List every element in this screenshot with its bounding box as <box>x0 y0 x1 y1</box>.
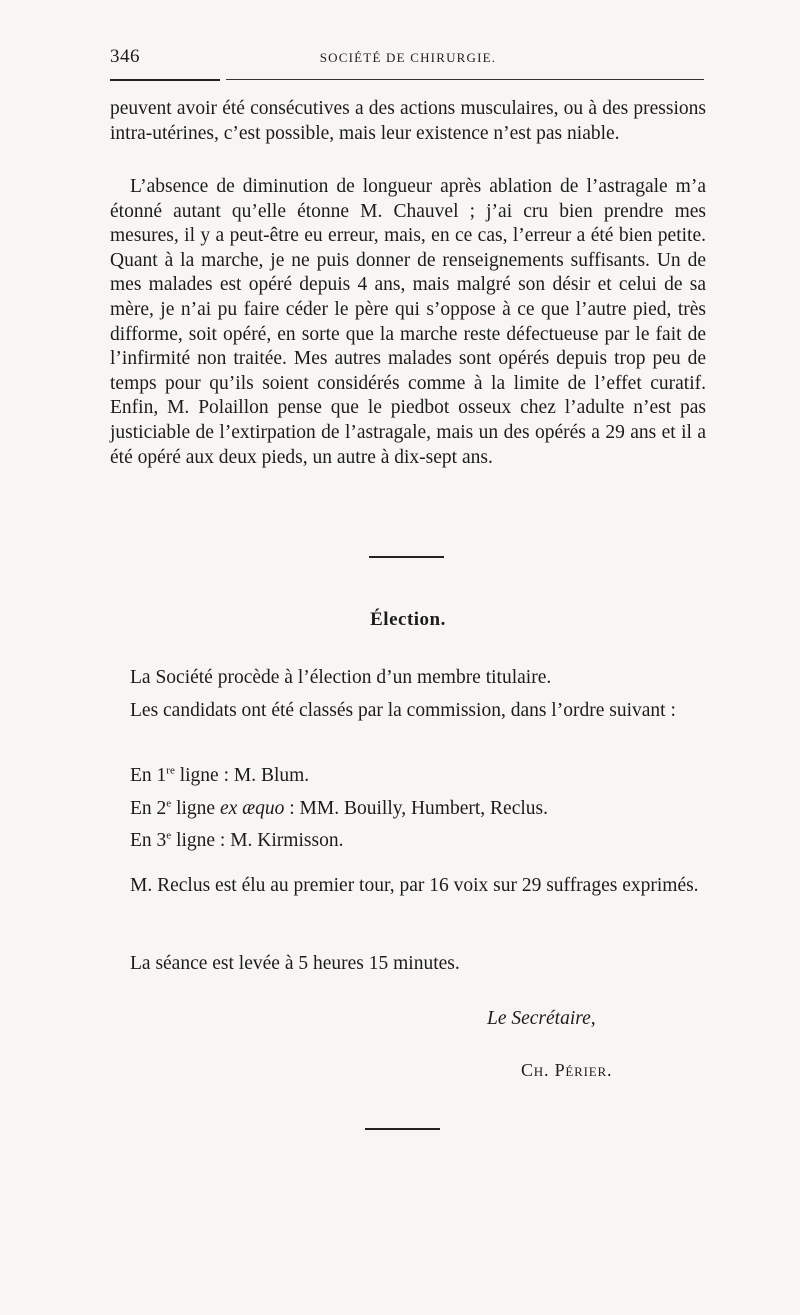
election-intro: La Société procède à l’élection d’un membre titulaire. <box>130 667 552 688</box>
signature-name: Ch. Périer. <box>521 1060 613 1080</box>
header-rule-short <box>110 79 220 81</box>
section-title: Élection. <box>370 609 446 630</box>
election-result: M. Reclus est élu au premier tour, par 16 voix sur 29 suffrages exprimés. <box>130 875 699 896</box>
end-divider <box>365 1128 440 1130</box>
paragraph-continuation: peuvent avoir été consécutives a des actions musculaires, ou à des pressions intra-utérines, c’est possible, mais leur existence n’est pas niable. <box>110 98 706 144</box>
signature-role: Le Secrétaire, <box>487 1008 596 1029</box>
running-title: SOCIÉTÉ DE CHIRURGIE. <box>319 50 497 65</box>
candidate-rank-3: En 3e ligne : M. Kirmisson. <box>130 829 344 851</box>
section-divider <box>369 556 444 558</box>
candidate-rank-1: En 1re ligne : M. Blum. <box>130 764 310 786</box>
page-header <box>110 46 706 70</box>
candidate-rank-2: En 2e ligne ex æquo : MM. Bouilly, Humbert, Reclus. <box>130 797 548 819</box>
page-number: 346 <box>110 46 140 67</box>
session-closing: La séance est levée à 5 heures 15 minutes. <box>130 953 460 974</box>
header-rule-long <box>226 79 704 80</box>
paragraph-reply: L’absence de diminution de longueur après ablation de l’astragale m’a étonné autant qu’elle étonne M. Chauvel ; j’ai cru bien prendre mes mesures, il y a peut-être eu erreur, mais, en ce cas, l’erreur a été bien petite. Quant à la marche, je ne puis donner de renseignements suffisants. Un de mes malades est opéré depuis 4 ans, mais malgré son désir et celui de sa mère, je n’ai pu faire céder le père qui s’oppose à ce que l’autre pied, très difforme, soit opéré, en sorte que la marche reste défectueuse par le fait de l’infirmité non traitée. Mes autres malades sont opérés depuis trop peu de temps pour qu’ils soient considérés comme à la limite de l’effet curatif. Enfin, M. Polaillon pense que le piedbot osseux chez l’adulte n’est pas justiciable de l’extirpation de l’astragale, mais un des opérés a 29 ans et il a été opéré aux deux pieds, un autre à dix-sept ans. <box>110 176 706 468</box>
candidates-intro: Les candidats ont été classés par la commission, dans l’ordre suivant : <box>130 700 676 721</box>
